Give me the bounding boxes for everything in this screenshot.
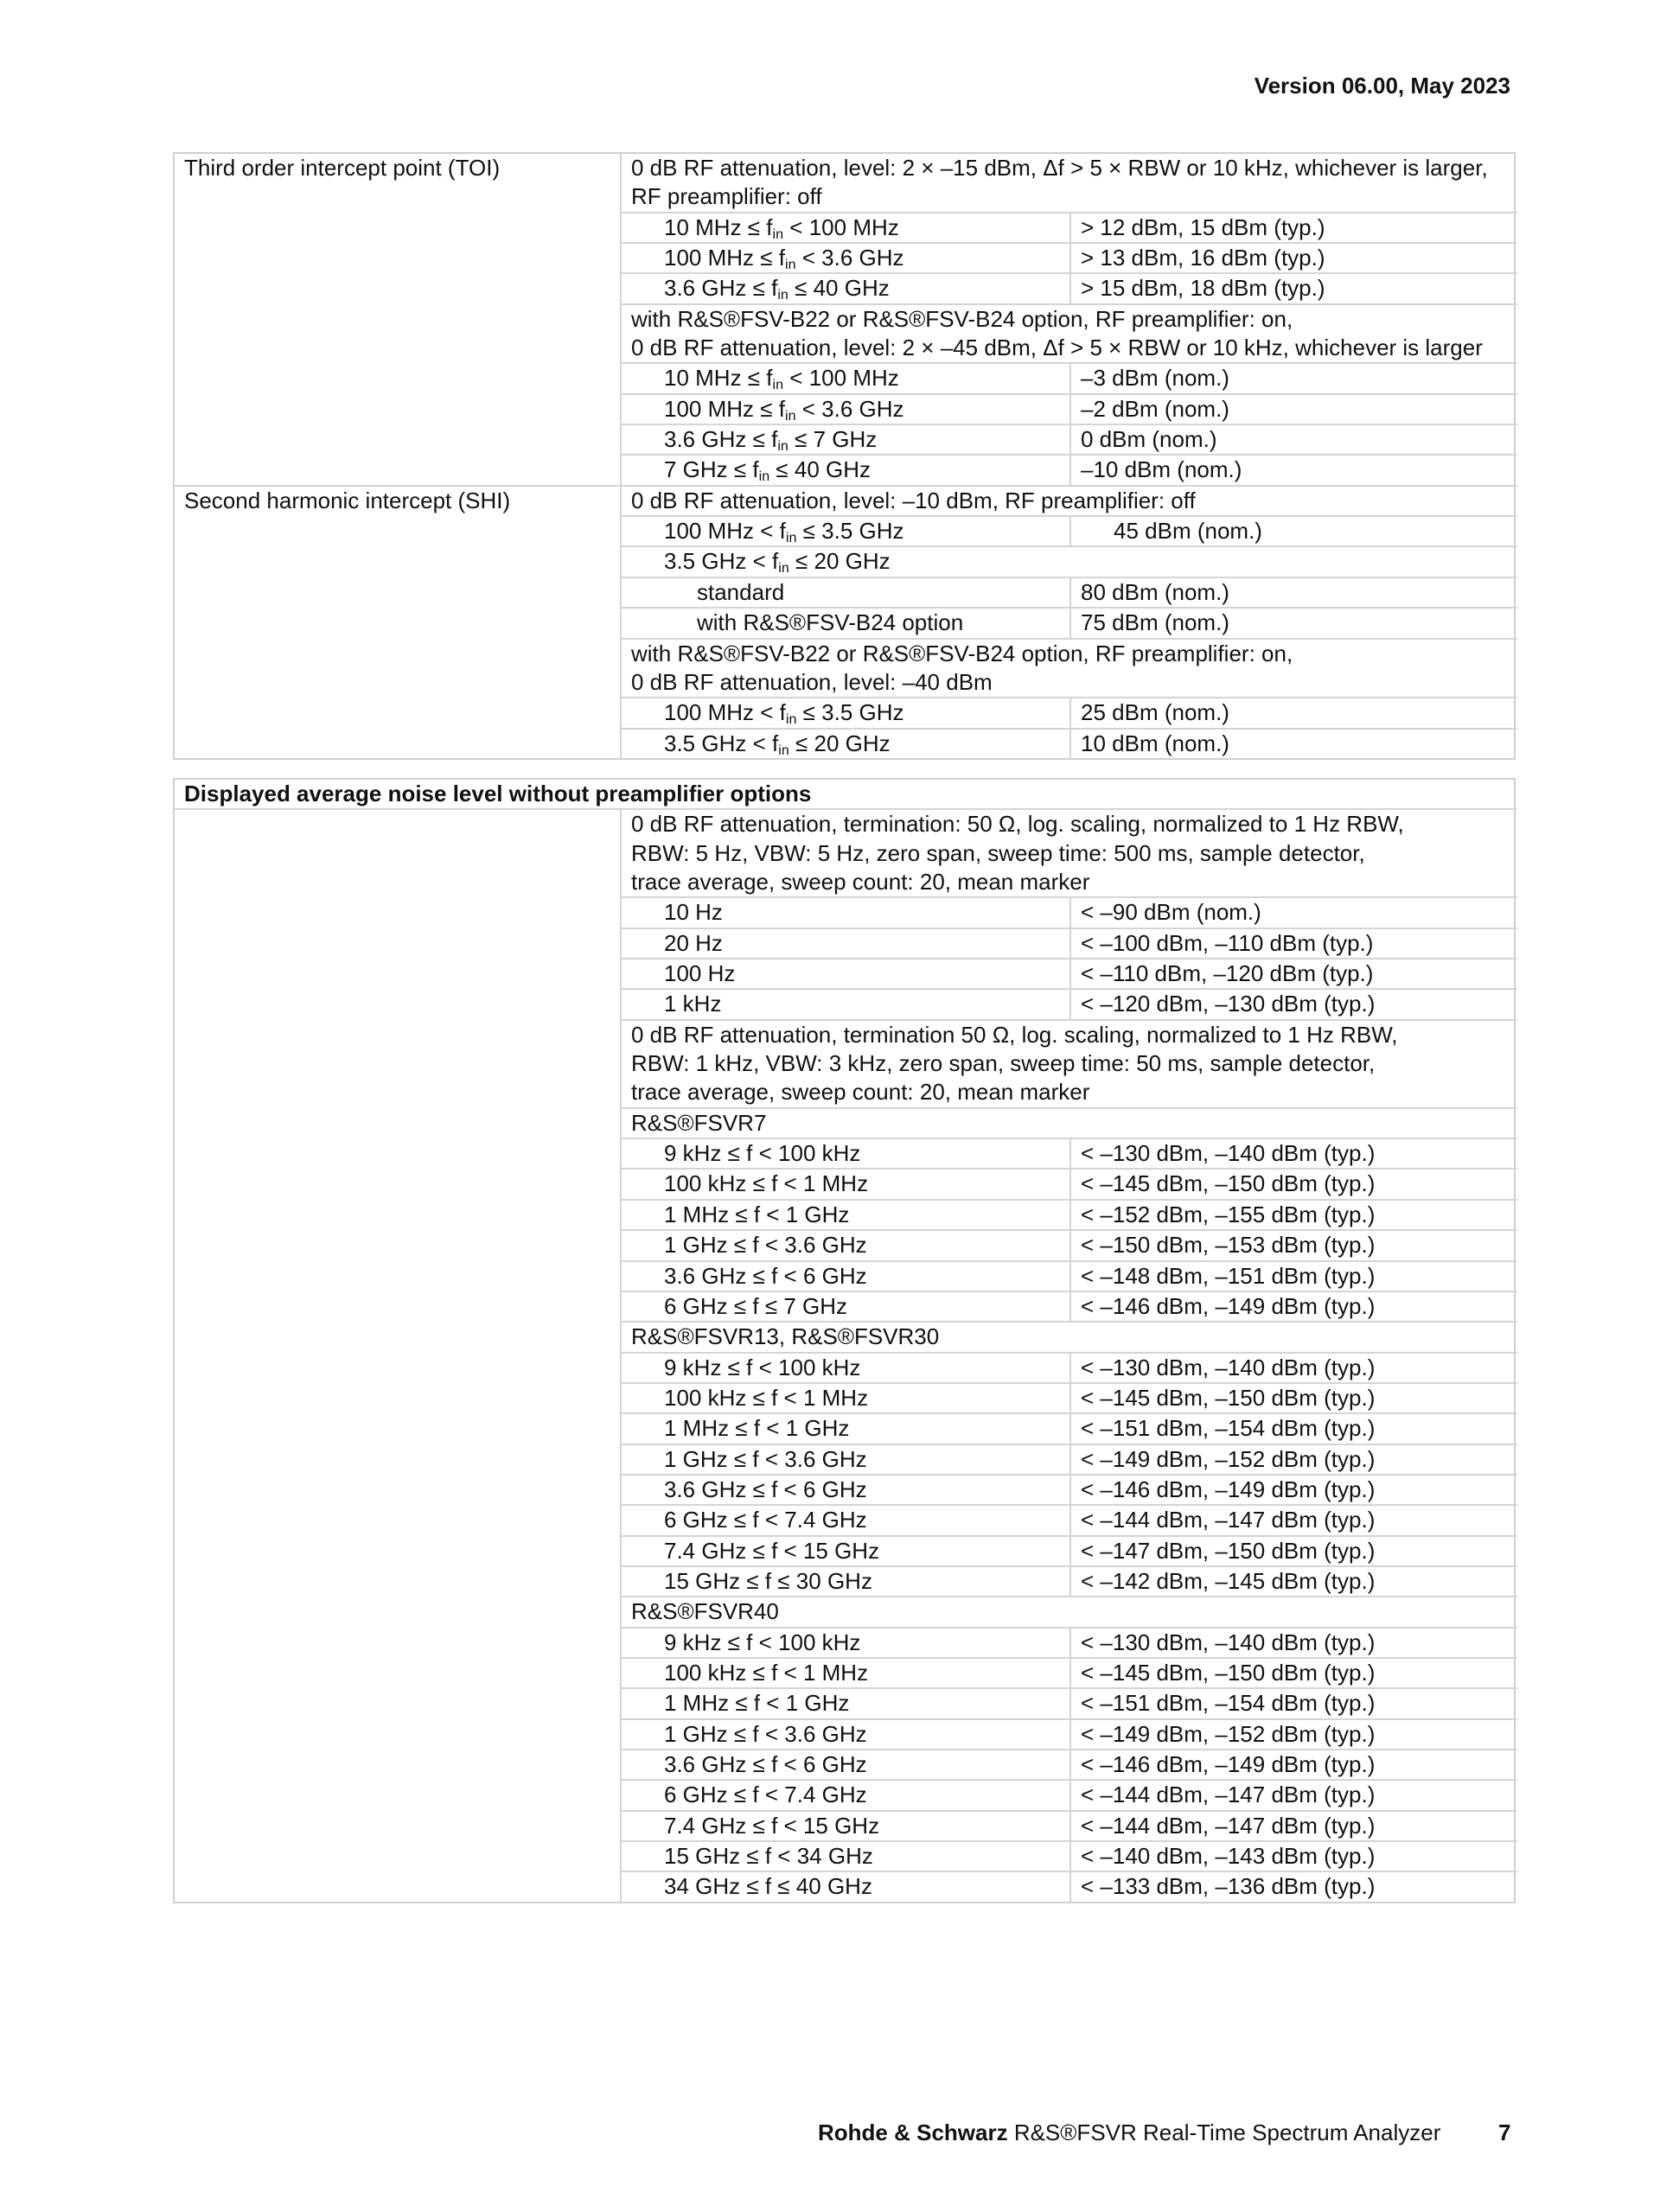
frequency-range: 100 kHz ≤ f < 1 MHz — [620, 1168, 1069, 1198]
parameter-label: Second harmonic intercept (SHI) — [175, 485, 620, 758]
spec-value: < –130 dBm, –140 dBm (typ.) — [1069, 1627, 1517, 1657]
spec-value: < –148 dBm, –151 dBm (typ.) — [1069, 1260, 1517, 1291]
footer-product: R&S®FSVR Real-Time Spectrum Analyzer — [1007, 2120, 1441, 2145]
spec-value: 75 dBm (nom.) — [1069, 607, 1517, 637]
spec-value: < –145 dBm, –150 dBm (typ.) — [1069, 1382, 1517, 1412]
spec-value: < –110 dBm, –120 dBm (typ.) — [1069, 958, 1517, 988]
frequency-range: 3.6 GHz ≤ f < 6 GHz — [620, 1260, 1069, 1291]
condition-note: 0 dB RF attenuation, level: 2 × –15 dBm, Δf > 5 × RBW or 10 kHz, whichever is larger, RF preamplifier: off — [620, 154, 1517, 212]
frequency-range: 20 Hz — [620, 928, 1069, 958]
spec-value: 80 dBm (nom.) — [1069, 577, 1517, 607]
spec-value: –10 dBm (nom.) — [1069, 454, 1517, 484]
spec-value: < –151 dBm, –154 dBm (typ.) — [1069, 1412, 1517, 1443]
frequency-range: with R&S®FSV-B24 option — [620, 607, 1069, 637]
spec-value: < –146 dBm, –149 dBm (typ.) — [1069, 1749, 1517, 1779]
parameter-label: Third order intercept point (TOI) — [184, 155, 501, 181]
spec-value: < –144 dBm, –147 dBm (typ.) — [1069, 1810, 1517, 1840]
frequency-range: 3.5 GHz < $f_{in} \le 20$ GHz — [620, 728, 1069, 758]
frequency-range: 100 kHz ≤ f < 1 MHz — [620, 1657, 1069, 1687]
condition-note: R&S®FSVR13, R&S®FSVR30 — [620, 1321, 1517, 1351]
frequency-range: 9 kHz ≤ f < 100 kHz — [620, 1138, 1069, 1168]
spec-value: < –149 dBm, –152 dBm (typ.) — [1069, 1718, 1517, 1749]
frequency-range: 34 GHz ≤ f ≤ 40 GHz — [620, 1871, 1069, 1901]
frequency-range: 7.4 GHz ≤ f < 15 GHz — [620, 1810, 1069, 1840]
condition-note: with R&S®FSV-B22 or R&S®FSV-B24 option, RF preamplifier: on, 0 dB RF attenuation, level: 2 × –45 dBm, Δf > 5 × RBW or 10 kHz, whichever is larger — [620, 303, 1517, 363]
frequency-range: 1 MHz ≤ f < 1 GHz — [620, 1199, 1069, 1229]
spec-value: < –130 dBm, –140 dBm (typ.) — [1069, 1138, 1517, 1168]
spec-value: –2 dBm (nom.) — [1069, 393, 1517, 424]
spec-value: < –145 dBm, –150 dBm (typ.) — [1069, 1168, 1517, 1198]
frequency-range: 1 MHz ≤ f < 1 GHz — [620, 1687, 1069, 1718]
frequency-range-subheading: 3.5 GHz < $f_{in} \le 20$ GHz — [620, 545, 1517, 576]
spec-value: < –90 dBm (nom.) — [1069, 896, 1517, 927]
frequency-range: 1 kHz — [620, 988, 1069, 1018]
frequency-range: 10 MHz ≤ $f_{in} < 100$ MHz — [620, 362, 1069, 392]
spec-value: 45 dBm (nom.) — [1069, 515, 1517, 545]
frequency-range: 7.4 GHz ≤ f < 15 GHz — [620, 1535, 1069, 1565]
spec-value: 25 dBm (nom.) — [1069, 697, 1517, 727]
noise-level-spec-table — [173, 778, 1516, 1903]
intercept-spec-table — [173, 152, 1516, 760]
frequency-range: standard — [620, 577, 1069, 607]
footer-company: Rohde & Schwarz — [818, 2120, 1008, 2145]
spec-value: < –144 dBm, –147 dBm (typ.) — [1069, 1504, 1517, 1534]
condition-note: R&S®FSVR40 — [620, 1596, 1517, 1626]
frequency-range: 100 MHz ≤ $f_{in} < 3.6$ GHz — [620, 242, 1069, 272]
frequency-range: 100 MHz < $f_{in} \le 3.5$ GHz — [620, 697, 1069, 727]
frequency-range: 3.6 GHz ≤ $f_{in} \le 40$ GHz — [620, 272, 1069, 303]
frequency-range: 100 kHz ≤ f < 1 MHz — [620, 1382, 1069, 1412]
condition-note: 0 dB RF attenuation, termination: 50 Ω, log. scaling, normalized to 1 Hz RBW, RBW: 5 Hz, VBW: 5 Hz, zero span, sweep time: 500 ms, sample detector, trace average, sweep count: 20, mean marker — [620, 808, 1517, 896]
page-number: 7 — [1498, 2120, 1511, 2145]
spec-value: > 13 dBm, 16 dBm (typ.) — [1069, 242, 1517, 272]
condition-note: R&S®FSVR7 — [620, 1107, 1517, 1138]
condition-note: 0 dB RF attenuation, level: –10 dBm, RF preamplifier: off — [620, 485, 1517, 515]
frequency-range: 10 Hz — [620, 896, 1069, 927]
frequency-range: 100 MHz ≤ $f_{in} < 3.6$ GHz — [620, 393, 1069, 424]
parameter-label — [175, 808, 620, 1901]
frequency-range: 9 kHz ≤ f < 100 kHz — [620, 1627, 1069, 1657]
document-version: Version 06.00, May 2023 — [1254, 73, 1510, 99]
spec-value: < –120 dBm, –130 dBm (typ.) — [1069, 988, 1517, 1018]
frequency-range: 1 GHz ≤ f < 3.6 GHz — [620, 1718, 1069, 1749]
frequency-range: 15 GHz ≤ f < 34 GHz — [620, 1840, 1069, 1871]
spec-value: < –142 dBm, –145 dBm (typ.) — [1069, 1565, 1517, 1596]
spec-value: > 15 dBm, 18 dBm (typ.) — [1069, 272, 1517, 303]
condition-note: 0 dB RF attenuation, termination 50 Ω, log. scaling, normalized to 1 Hz RBW, RBW: 1 kHz, VBW: 3 kHz, zero span, sweep time: 50 ms, sample detector, trace average, sweep count: 20, mean marker — [620, 1019, 1517, 1107]
spec-value: < –146 dBm, –149 dBm (typ.) — [1069, 1474, 1517, 1504]
spec-value: < –151 dBm, –154 dBm (typ.) — [1069, 1687, 1517, 1718]
spec-value: < –145 dBm, –150 dBm (typ.) — [1069, 1657, 1517, 1687]
frequency-range: 15 GHz ≤ f ≤ 30 GHz — [620, 1565, 1069, 1596]
frequency-range: 6 GHz ≤ f ≤ 7 GHz — [620, 1291, 1069, 1321]
spec-value: 10 dBm (nom.) — [1069, 728, 1517, 758]
spec-value: 0 dBm (nom.) — [1069, 424, 1517, 454]
spec-value: < –100 dBm, –110 dBm (typ.) — [1069, 928, 1517, 958]
spec-value: –3 dBm (nom.) — [1069, 362, 1517, 392]
frequency-range: 100 Hz — [620, 958, 1069, 988]
frequency-range: 1 GHz ≤ f < 3.6 GHz — [620, 1444, 1069, 1474]
frequency-range: 3.6 GHz ≤ f < 6 GHz — [620, 1474, 1069, 1504]
spec-value: < –140 dBm, –143 dBm (typ.) — [1069, 1840, 1517, 1871]
spec-value: < –147 dBm, –150 dBm (typ.) — [1069, 1535, 1517, 1565]
frequency-range: 9 kHz ≤ f < 100 kHz — [620, 1352, 1069, 1382]
spec-value: < –144 dBm, –147 dBm (typ.) — [1069, 1779, 1517, 1809]
frequency-range: 100 MHz < $f_{in} \le 3.5$ GHz — [620, 515, 1069, 545]
frequency-range: 6 GHz ≤ f < 7.4 GHz — [620, 1779, 1069, 1809]
spec-value: > 12 dBm, 15 dBm (typ.) — [1069, 212, 1517, 242]
spec-value: < –146 dBm, –149 dBm (typ.) — [1069, 1291, 1517, 1321]
page-footer — [818, 2120, 1440, 2146]
frequency-range: 1 MHz ≤ f < 1 GHz — [620, 1412, 1069, 1443]
spec-value: < –150 dBm, –153 dBm (typ.) — [1069, 1229, 1517, 1259]
frequency-range: 3.6 GHz ≤ f < 6 GHz — [620, 1749, 1069, 1779]
frequency-range: 7 GHz ≤ $f_{in} \le 40$ GHz — [620, 454, 1069, 484]
spec-value: < –152 dBm, –155 dBm (typ.) — [1069, 1199, 1517, 1229]
condition-note: with R&S®FSV-B22 or R&S®FSV-B24 option, RF preamplifier: on, 0 dB RF attenuation, level: –40 dBm — [620, 638, 1517, 698]
frequency-range: 1 GHz ≤ f < 3.6 GHz — [620, 1229, 1069, 1259]
frequency-range: 10 MHz ≤ $f_{in} < 100$ MHz — [620, 212, 1069, 242]
spec-value: < –149 dBm, –152 dBm (typ.) — [1069, 1444, 1517, 1474]
spec-value: < –133 dBm, –136 dBm (typ.) — [1069, 1871, 1517, 1901]
table-heading: Displayed average noise level without preamplifier options — [184, 781, 812, 806]
frequency-range: 6 GHz ≤ f < 7.4 GHz — [620, 1504, 1069, 1534]
frequency-range: 3.6 GHz ≤ $f_{in} \le 7$ GHz — [620, 424, 1069, 454]
spec-value: < –130 dBm, –140 dBm (typ.) — [1069, 1352, 1517, 1382]
